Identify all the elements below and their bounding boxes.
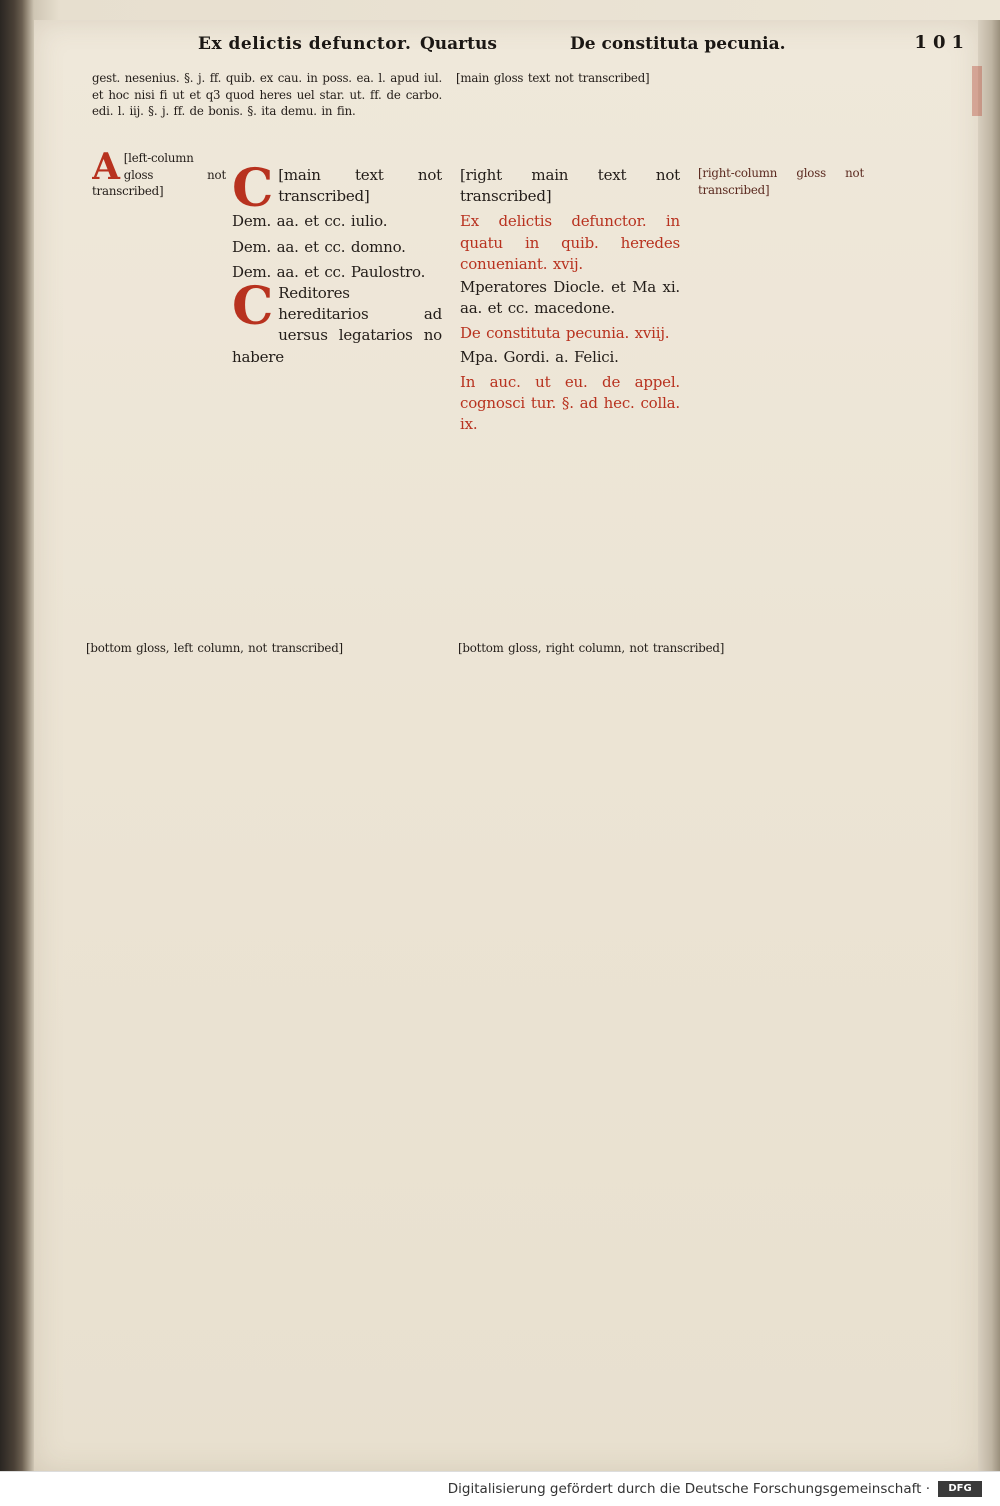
main-text-left — [232, 165, 442, 630]
initial-letter-c-2: C — [232, 276, 274, 338]
running-head — [150, 26, 970, 56]
gloss-top-left: gest. nesenius. §. j. ff. quib. ex cau. in poss. ea. l. apud iul. et hoc nisi fi ut et q3 quod heres uel star. ut. ff. de carbo. edi. l. iij. §. j. ff. de bonis. §. ita demu. in fin. — [92, 71, 442, 118]
main-left-para-5: C Reditores hereditarios ad uersus legatarios no habere — [232, 276, 442, 366]
main-right-para-1: [right main text not transcribed] — [460, 166, 680, 206]
digitization-credit-bar — [0, 1471, 1000, 1506]
initial-letter-a: A — [92, 150, 120, 188]
rubric-ex-delictis: Ex delictis defunctor. in quatu in quib. heredes conueniant. xvij. — [460, 212, 680, 273]
main-left-para-1: C [main text not transcribed] — [232, 165, 442, 219]
red-ink-mark — [972, 66, 982, 116]
main-text-right — [460, 165, 680, 635]
imperial-heading-2: Mpa. Gordi. a. Felici. — [460, 347, 619, 366]
gloss-right-column: [right-column gloss not transcribed] — [698, 166, 864, 197]
gloss-left-column: A [left-column gloss not transcribed] — [92, 150, 226, 198]
running-head-title: De constituta pecunia. — [570, 34, 786, 54]
folio-number: 101 — [914, 32, 970, 53]
main-left-heading-1: Dem. aa. et cc. iulio. — [232, 212, 388, 231]
imperial-heading-1: Mperatores Diocle. et Ma xi. aa. et cc. macedone. — [460, 278, 680, 318]
rubric-in-auc: In auc. ut eu. de appel. cognosci tur. §. ad hec. colla. ix. — [460, 372, 680, 434]
gloss-bottom-right: [bottom gloss, right column, not transcribed] — [458, 641, 725, 655]
main-left-heading-3: Dem. aa. et cc. Paulostro. — [232, 262, 426, 281]
rubric-de-constituta: De constituta pecunia. xviij. — [460, 324, 670, 343]
gloss-top-right: [main gloss text not transcribed] — [456, 71, 650, 85]
credit-text: Digitalisierung gefördert durch die Deutsche Forschungsgemeinschaft · — [447, 1481, 930, 1497]
gloss-bottom-left: [bottom gloss, left column, not transcribed] — [86, 641, 343, 655]
initial-letter-c: C — [232, 165, 274, 219]
page-edge — [978, 20, 1000, 1472]
running-head-book: Quartus — [420, 34, 497, 54]
running-head-left: Ex delictis defunctor. — [198, 34, 412, 54]
main-left-heading-2: Dem. aa. et cc. domno. — [232, 237, 406, 256]
dfg-logo-icon: DFG — [938, 1481, 982, 1497]
